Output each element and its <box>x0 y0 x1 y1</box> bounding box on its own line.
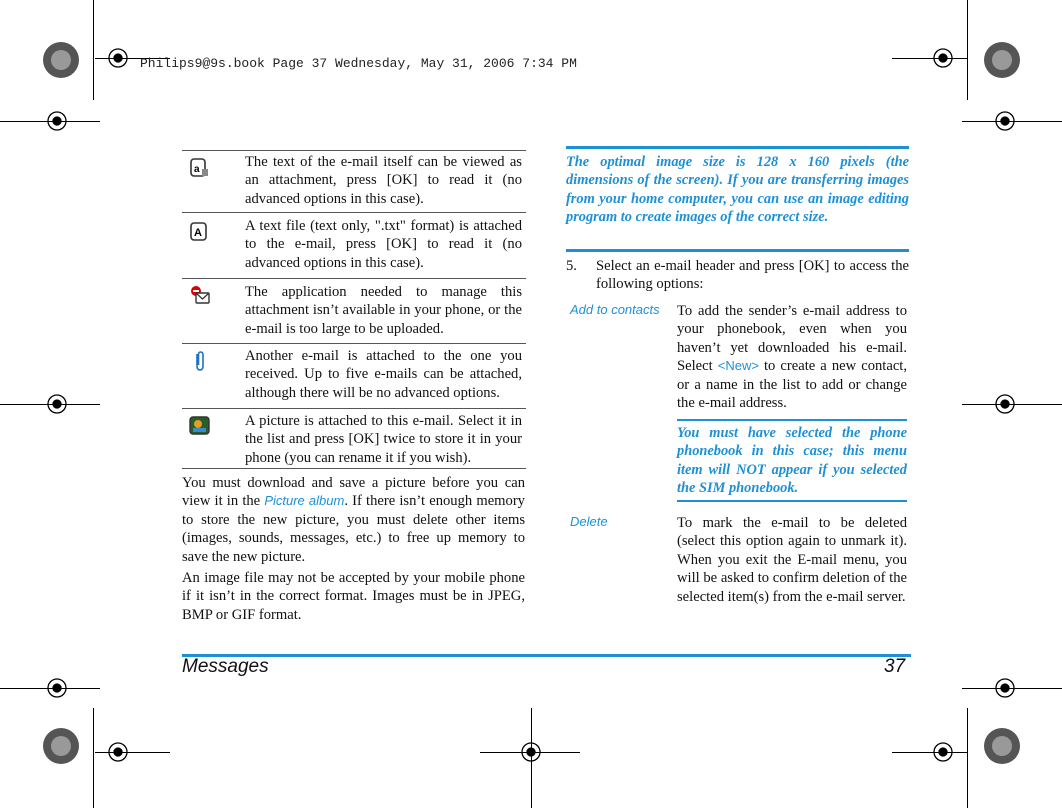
paperclip-icon <box>193 350 207 377</box>
option-text: to create a new contact, or a name in the list to add or change the e-mail address. <box>677 358 907 412</box>
attachment-text-5: A picture is attached to this e-mail. Select it in the list and press [OK] twice to store it in your phone (you can rename it if you wish). <box>245 413 522 466</box>
table-rule <box>182 278 526 279</box>
paragraph-text: . If there isn’t enough memory to store the new picture, you must delete other items (images, sounds, messages, etc.) to free up memory to save the new picture. <box>182 493 525 565</box>
option-note-top-rule <box>677 419 907 421</box>
paragraph-picture-album <box>182 474 525 566</box>
step-number: 5. <box>566 258 577 274</box>
picture-attachment-icon <box>189 416 211 441</box>
table-rule <box>182 343 526 344</box>
svg-text:a: a <box>194 164 200 175</box>
text-file-icon <box>190 222 210 247</box>
new-contact-link: <New> <box>717 358 759 374</box>
page-number: 37 <box>884 656 906 677</box>
option-note-bottom-rule <box>677 500 907 502</box>
attachment-text-4: Another e-mail is attached to the one you received. Up to five e-mails can be attached, although there will be no advanced options. <box>245 348 522 401</box>
footer-section-title: Messages <box>182 656 269 677</box>
attachment-text-1: The text of the e-mail itself can be viewed as an attachment, press [OK] to read it (no advanced options in this case). <box>245 154 522 207</box>
option-add-to-contacts-description <box>677 302 907 412</box>
option-delete[interactable]: Delete <box>570 514 608 529</box>
footer-rule <box>182 654 911 657</box>
svg-text:A: A <box>194 227 202 239</box>
option-text: To add the sender’s e-mail address to your phonebook, even when you haven’t yet downloaded his e-mail. Select <box>677 303 907 375</box>
attachment-text-2: A text file (text only, ".txt" format) is attached to the e-mail, press [OK] to read it (no advanced options in this case). <box>245 218 522 271</box>
attachment-text-3: The application needed to manage this attachment isn’t available in your phone, or the e-mail is too large to be uploaded. <box>245 284 522 337</box>
note-bottom-rule <box>566 249 909 252</box>
option-delete-description: To mark the e-mail to be deleted (select this option again to unmark it). When you exit the E-mail menu, you will be asked to confirm deletion of the selected item(s) from the e-mail server. <box>677 515 907 605</box>
option-add-to-contacts[interactable]: Add to contacts <box>570 302 660 317</box>
paragraph-text: You must download and save a picture before you can view it in the <box>182 475 525 510</box>
image-size-note: The optimal image size is 128 x 160 pixels (the dimensions of the screen). If you are transferring images from your home computer, you can use an image editing program to create images of the correct size. <box>566 154 909 226</box>
table-rule <box>182 212 526 213</box>
paragraph-image-format: An image file may not be accepted by your mobile phone if it isn’t in the correct format. Images must be in JPEG, BMP or GIF format. <box>182 570 525 623</box>
table-rule <box>182 408 526 409</box>
picture-album-link: Picture album <box>264 493 345 509</box>
step-text: Select an e-mail header and press [OK] to access the following options: <box>596 258 909 293</box>
note-top-rule <box>566 146 909 149</box>
table-bottom-rule <box>182 468 526 469</box>
unavailable-attachment-icon <box>189 284 211 311</box>
text-attachment-icon <box>190 158 210 183</box>
phonebook-note: You must have selected the phone phonebook in this case; this menu item will NOT appear if you selected the SIM phonebook. <box>677 425 907 497</box>
table-top-rule <box>182 150 526 151</box>
print-header: Philips9@9s.book Page 37 Wednesday, May 31, 2006 7:34 PM <box>140 56 577 71</box>
